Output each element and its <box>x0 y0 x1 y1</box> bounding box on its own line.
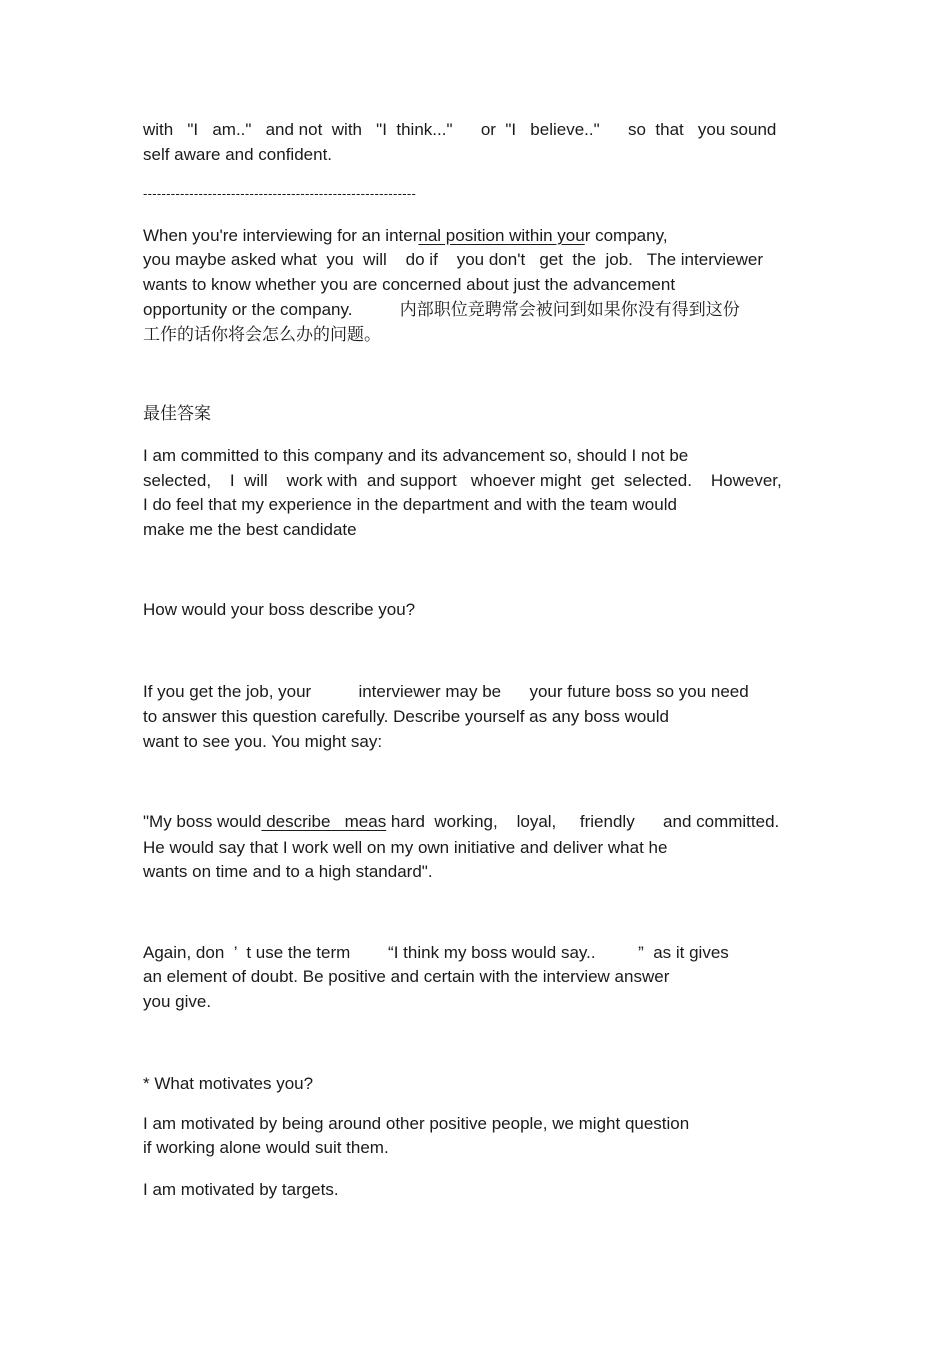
text-line: When you're interviewing for an internal position within your company, <box>143 226 668 245</box>
text-line: I do feel that my experience in the department and with the team would <box>143 495 677 514</box>
text-line: 工作的话你将会怎么办的问题。 <box>143 325 381 344</box>
text-line: wants to know whether you are concerned about just the advancement <box>143 275 676 294</box>
underlined-text: nal position within you <box>418 226 585 245</box>
text-line: He would say that I work well on my own initiative and deliver what he <box>143 838 668 857</box>
text-line: if working alone would suit them. <box>143 1138 389 1157</box>
text-line: I am motivated by being around other positive people, we might question <box>143 1114 690 1133</box>
text-line: I am committed to this company and its advancement so, should I not be <box>143 446 689 465</box>
text-line: an element of doubt. Be positive and certain with the interview answer <box>143 967 670 986</box>
section-heading: 最佳答案 <box>143 404 211 423</box>
text-line: If you get the job, your interviewer may be your future boss so you need <box>143 682 749 701</box>
text-line: opportunity or the company. 内部职位竞聘常会被问到如果你没有得到这份 <box>143 300 740 319</box>
text-line: I am motivated by targets. <box>143 1180 339 1199</box>
text-line: want to see you. You might say: <box>143 732 383 751</box>
separator-line: ----------------------------------------------------------- <box>143 186 417 201</box>
text-line: self aware and confident. <box>143 145 333 164</box>
text-line: "My boss would describe meas hard working, loyal, friendly and committed. <box>143 812 780 831</box>
question-heading: How would your boss describe you? <box>143 600 416 619</box>
text-line: Again, don ’ t use the term “I think my boss would say.. ” as it gives <box>143 943 729 962</box>
text-line: make me the best candidate <box>143 520 357 539</box>
text-line: with "I am.." and not with "I think..." or "I believe.." so that you sound <box>143 120 777 139</box>
text-line: you maybe asked what you will do if you don't get the job. The interviewer <box>143 250 763 269</box>
text-line: to answer this question carefully. Describe yourself as any boss would <box>143 707 669 726</box>
text-line: you give. <box>143 992 212 1011</box>
text-line: wants on time and to a high standard". <box>143 862 433 881</box>
text-line: selected, I will work with and support whoever might get selected. However, <box>143 471 782 490</box>
underlined-text: describe meas <box>261 812 387 831</box>
question-heading: * What motivates you? <box>143 1074 314 1093</box>
